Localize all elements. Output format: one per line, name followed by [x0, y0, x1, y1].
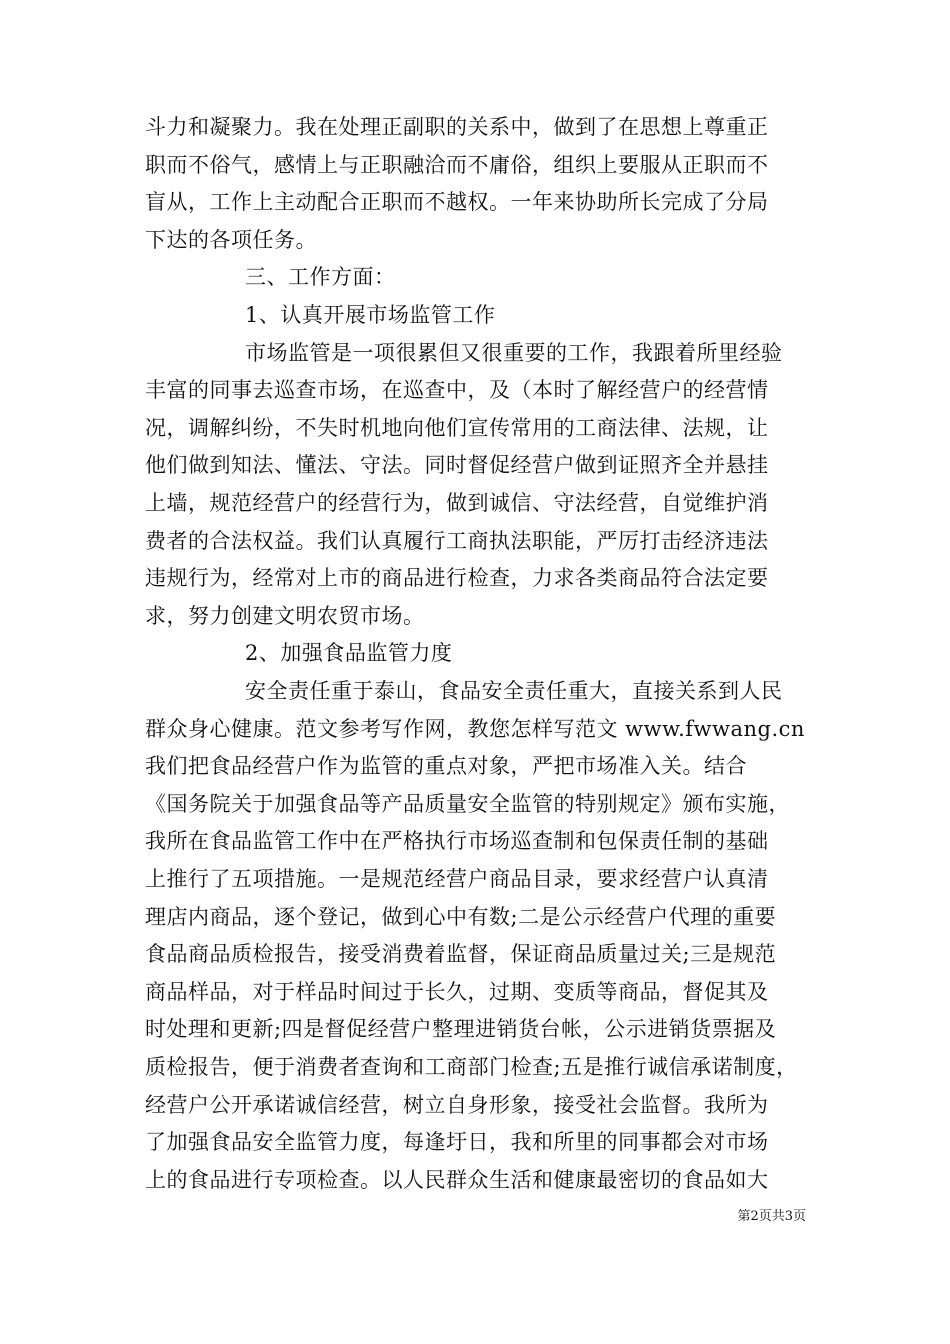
text-line: 下达的各项任务。: [145, 227, 317, 252]
text-line: 求，努力创建文明农贸市场。: [145, 603, 425, 628]
text-line: 上墙，规范经营户的经营行为，做到诚信、守法经营，自觉维护消: [145, 491, 769, 515]
subsection-heading: 2、加强食品监管力度: [245, 641, 453, 666]
text-line: 上推行了五项措施。一是规范经营户商品目录，要求经营户认真清: [145, 867, 769, 891]
text-line: 群众身心健康。范文参考写作网，教您怎样写范文 www.fwwang.cn: [145, 716, 805, 741]
text-line: 商品样品，对于样品时间过于长久，过期、变质等商品，督促其及: [145, 979, 769, 1004]
text-line: 丰富的同事去巡查市场，在巡查中，及（本时了解经营户的经营情: [145, 378, 769, 403]
text-line: 理店内商品，逐个登记，做到心中有数;二是公示经营户代理的重要: [145, 904, 777, 929]
text-line: 了加强食品安全监管力度，每逢圩日，我和所里的同事都会对市场: [145, 1130, 769, 1155]
text-line: 市场监管是一项很累但又很重要的工作，我跟着所里经验: [245, 340, 783, 365]
page-number-footer: 第2页共3页: [737, 1209, 806, 1225]
text-line: 质检报告，便于消费者查询和工商部门检查;五是推行诚信承诺制度，: [145, 1055, 798, 1079]
subsection-heading: 1、认真开展市场监管工作: [245, 303, 496, 327]
text-line: 我们把食品经营户作为监管的重点对象，严把市场准入关。结合: [145, 754, 747, 779]
text-line: 食品商品质检报告，接受消费着监督，保证商品质量过关;三是规范: [145, 942, 777, 967]
text-line: 费者的合法权益。我们认真履行工商执法职能，严厉打击经济违法: [145, 528, 769, 553]
text-line: 斗力和凝聚力。我在处理正副职的关系中，做到了在思想上尊重正: [145, 115, 769, 139]
text-line: 况，调解纠纷，不失时机地向他们宣传常用的工商法律、法规，让: [145, 415, 769, 440]
text-line: 盲从，工作上主动配合正职而不越权。一年来协助所长完成了分局: [145, 190, 769, 215]
text-line: 时处理和更新;四是督促经营户整理进销货台帐，公示进销货票据及: [145, 1017, 777, 1042]
text-line: 安全责任重于泰山，食品安全责任重大，直接关系到人民: [245, 679, 783, 703]
text-line: 上的食品进行专项检查。以人民群众生活和健康最密切的食品如大: [145, 1167, 769, 1192]
text-line: 职而不俗气，感情上与正职融洽而不庸俗，组织上要服从正职而不: [145, 152, 769, 177]
text-line: 《国务院关于加强食品等产品质量安全监管的特别规定》颁布实施，: [145, 791, 790, 816]
text-line: 他们做到知法、懂法、守法。同时督促经营户做到证照齐全并悬挂: [145, 453, 769, 478]
text-line: 违规行为，经常对上市的商品进行检查，力求各类商品符合法定要: [145, 566, 769, 591]
text-line: 经营户公开承诺诚信经营，树立自身形象，接受社会监督。我所为: [145, 1092, 769, 1117]
section-heading: 三、工作方面：: [245, 265, 396, 290]
text-line: 我所在食品监管工作中在严格执行市场巡查制和包保责任制的基础: [145, 829, 769, 854]
